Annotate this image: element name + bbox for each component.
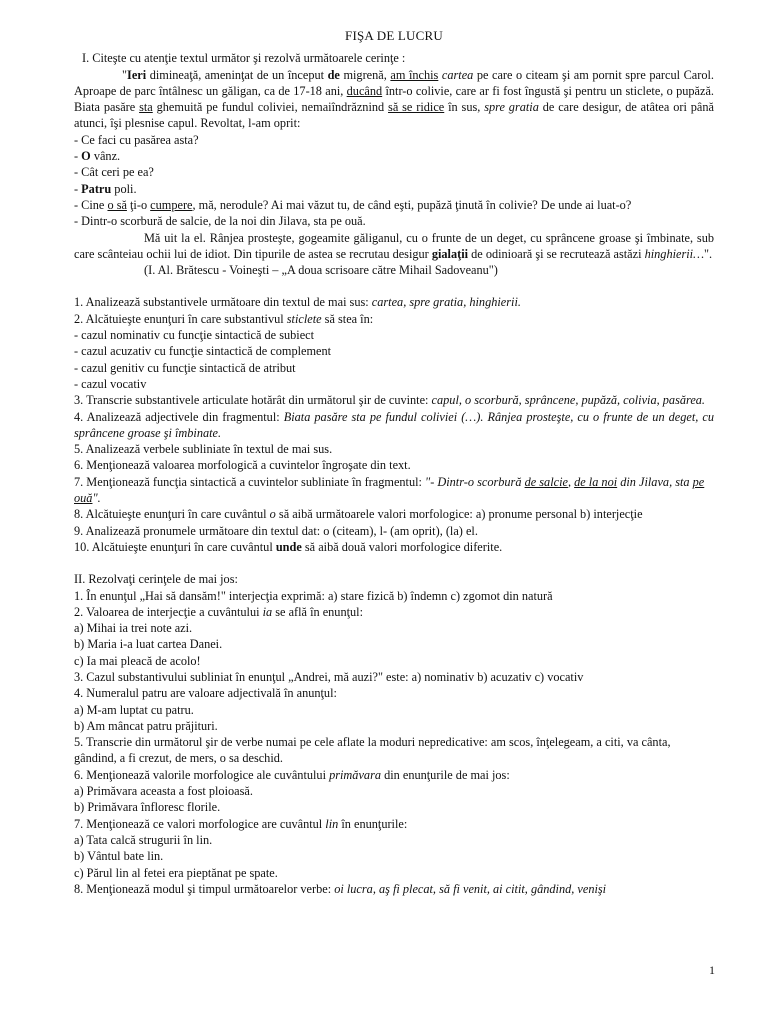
dialogue-line: - Patru poli. (74, 181, 137, 196)
dialogue-line: - Cât ceri pe ea? (74, 165, 154, 180)
exercise-4: 4. Analizează adjectivele din fragmentul: Biata pasăre sta pe fundul coliviei (…). Rânjea prosteşte, cu o frunte de un deget, cu sprâncene groase şi îmbinate. (74, 409, 715, 440)
dialogue-line: - Dintr-o scorbură de salcie, de la noi din Jilava, sta pe ouă. (74, 214, 366, 229)
exercise-6: 6. Menţionează valoarea morfologică a cuvintelor îngroşate din text. (74, 458, 411, 473)
text-paragraph-1: "Ieri dimineaţă, ameninţat de un început de migrenă, am închis cartea pe care o citeam şi am pornit spre parcul Carol. Aproape de parc întâlnesc un găligan, ca de 17-18 ani, ducând într-o colivie, care ar fi fost îngustă şi pentru un sticlete, o pupăză. Biata pasăre sta ghemuită pe fundul coliviei, nemaiîndrăznind să se ridice în sus, spre gratia de care desigur, de atâtea ori până atunci, îşi plesnise capul. Revoltat, l-am oprit: (74, 67, 714, 131)
item-7-option: a) Tata calcă strugurii în lin. (74, 832, 213, 847)
item-2-option: c) Ia mai pleacă de acolo! (74, 653, 201, 668)
item-7-option: b) Vântul bate lin. (74, 849, 164, 864)
item-1: 1. În enunţul „Hai să dansăm!" interjecţia exprimă: a) stare fizică b) îndemn c) zgomot din natură (74, 588, 553, 603)
exercise-5: 5. Analizează verbele subliniate în textul de mai sus. (74, 442, 333, 457)
item-4: 4. Numeralul patru are valoare adjectivală în anunţul: (74, 686, 337, 701)
exercise-2-case: - cazul acuzativ cu funcţie sintactică de complement (74, 344, 332, 359)
exercise-10: 10. Alcătuieşte enunţuri în care cuvântul unde să aibă două valori morfologice diferite. (74, 539, 503, 554)
text-source: (I. Al. Brătescu - Voineşti – „A doua scrisoare către Mihail Sadoveanu") (144, 263, 498, 278)
exercise-2-case: - cazul genitiv cu funcţie sintactică de atribut (74, 360, 296, 375)
dialogue-line: - O vânz. (74, 149, 121, 164)
item-2-option: b) Maria i-a luat cartea Danei. (74, 637, 223, 652)
item-6: 6. Menţionează valorile morfologice ale cuvântului primăvara din enunţurile de mai jos: (74, 767, 510, 782)
exercise-8: 8. Alcătuieşte enunţuri în care cuvântul o să aibă următoarele valori morfologice: a) pronume personal b) interjecţie (74, 507, 643, 522)
section-2-heading: II. Rezolvaţi cerinţele de mai jos: (74, 572, 238, 587)
item-2: 2. Valoarea de interjecţie a cuvântului ia se află în enunţul: (74, 604, 364, 619)
item-3: 3. Cazul substantivului subliniat în enunţul „Andrei, mă auzi?" este: a) nominativ b) acuzativ c) vocativ (74, 669, 584, 684)
exercise-2: 2. Alcătuieşte enunţuri în care substantivul sticlete să stea în: (74, 311, 374, 326)
item-7-option: c) Părul lin al fetei era pieptănat pe spate. (74, 865, 278, 880)
item-2-option: a) Mihai ia trei note azi. (74, 621, 193, 636)
document-title: FIŞA DE LUCRU (345, 28, 443, 43)
item-5: 5. Transcrie din următorul şir de verbe numai pe cele aflate la moduri nepredicative: am scos, înţelegeam, a citi, va cânta, gândind, a fi crezut, de mers, o sa deschid. (74, 735, 671, 766)
text-paragraph-2: Mă uit la el. Rânjea prosteşte, gogeamite găliganul, cu o frunte de un deget, cu sprâncene groase şi îmbinate, sub care scânteiau ochii lui de idiot. Din tipurile de astea se recrutau desigur gialaţii de odinioară şi se recrutează astăzi hinghierii…". (74, 230, 714, 261)
item-6-option: b) Primăvara înfloresc florile. (74, 800, 221, 815)
section-1-heading: I. Citeşte cu atenţie textul următor şi rezolvă următoarele cerinţe : (82, 51, 406, 66)
exercise-9: 9. Analizează pronumele următoare din textul dat: o (citeam), l- (am oprit), (la) el. (74, 523, 478, 538)
worksheet-page (74, 28, 714, 897)
dialogue-line: - Ce faci cu pasărea asta? (74, 132, 199, 147)
page-number: 1 (709, 963, 715, 977)
item-7: 7. Menţionează ce valori morfologice are cuvântul lin în enunţurile: (74, 816, 408, 831)
item-6-option: a) Primăvara aceasta a fost ploioasă. (74, 784, 253, 799)
exercise-3: 3. Transcrie substantivele articulate hotărât din următorul şir de cuvinte: capul, o scorbură, sprâncene, pupăză, colivia, pasărea. (74, 393, 706, 408)
item-8: 8. Menţionează modul şi timpul următoarelor verbe: oi lucra, aş fi plecat, să fi venit, ai citit, gândind, venişi (74, 881, 607, 896)
item-4-option: b) Am mâncat patru prăjituri. (74, 718, 218, 733)
exercise-2-case: - cazul nominativ cu funcţie sintactică de subiect (74, 328, 315, 343)
dialogue-line: - Cine o să ţi-o cumpere, mă, nerodule? Ai mai văzut tu, de când eşti, pupăză ţinută în colivie? De unde ai luat-o? (74, 197, 632, 212)
exercise-1: 1. Analizează substantivele următoare din textul de mai sus: cartea, spre gratia, hinghierii. (74, 295, 521, 310)
exercise-7: 7. Menţionează funcţia sintactică a cuvintelor subliniate în fragmentul: "- Dintr-o scorbură de salcie, de la noi din Jilava, sta pe ouă". (74, 474, 705, 506)
item-4-option: a) M-am luptat cu patru. (74, 702, 194, 717)
exercise-2-case: - cazul vocativ (74, 376, 147, 391)
